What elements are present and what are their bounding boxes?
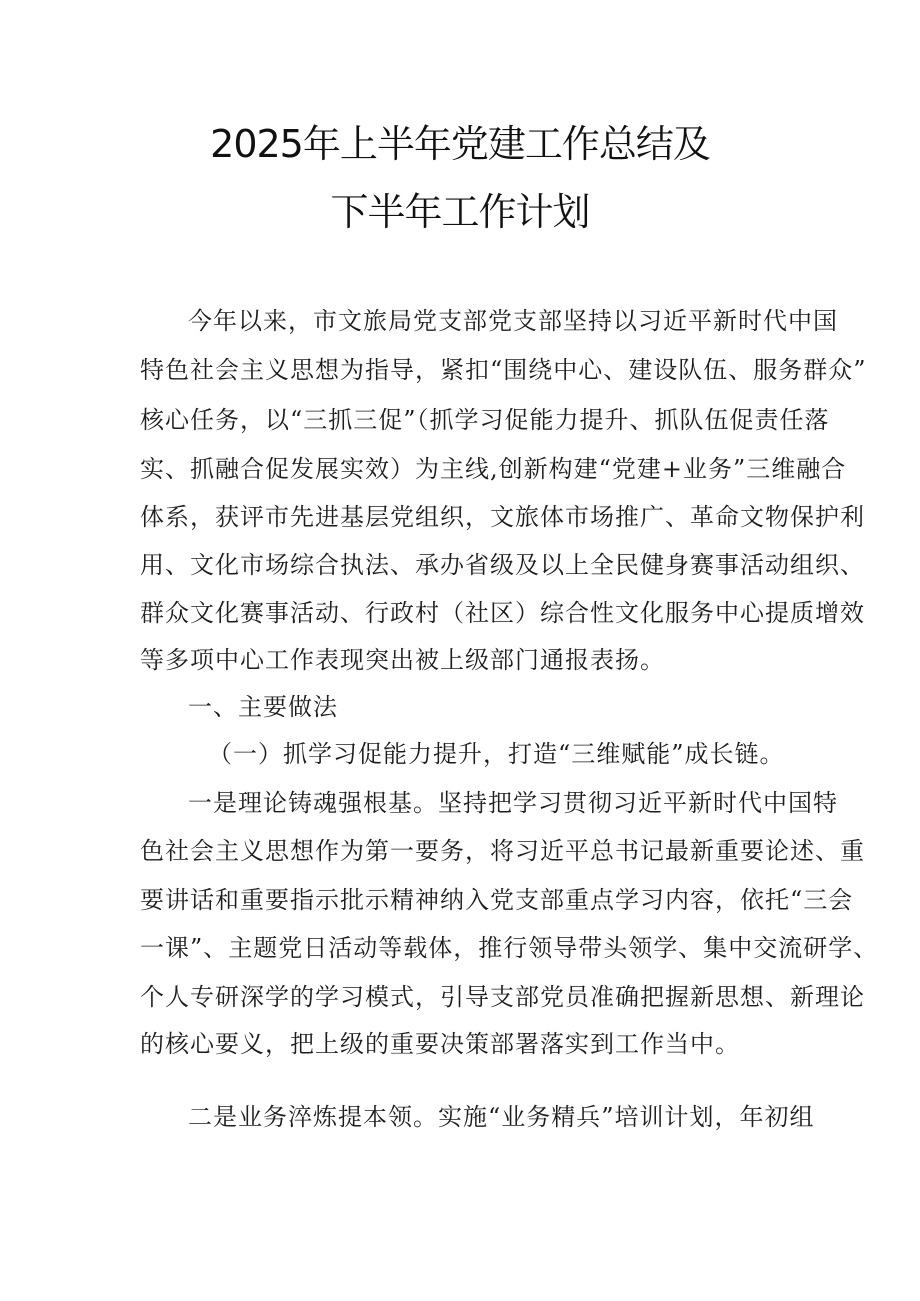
paragraph-one-line: 要讲话和重要指示批示精神纳入党支部重点学习内容，依托“三会: [140, 886, 854, 914]
section-heading: 一、主要做法: [188, 693, 338, 721]
intro-line: 等多项中心工作表现突出被上级部门通报表扬。: [140, 646, 665, 674]
paragraph-two-line: 二是业务淬炼提本领。实施“业务精兵”培训计划，年初组: [188, 1103, 815, 1131]
paragraph-one-line: 一课”、主题党日活动等载体，推行领导带头领学、集中交流研学、: [140, 934, 879, 962]
intro-line: 今年以来，市文旅局党支部党支部坚持以习近平新时代中国: [188, 307, 838, 335]
paragraph-one-line: 色社会主义思想作为第一要务，将习近平总书记最新重要论述、重: [140, 837, 865, 865]
intro-line: 群众文化赛事活动、行政村（社区）综合性文化服务中心提质增效: [140, 599, 865, 627]
intro-line: 用、文化市场综合执法、承办省级及以上全民健身赛事活动组织、: [140, 551, 865, 579]
intro-line: 体系，获评市先进基层党组织，文旅体市场推广、革命文物保护利: [140, 503, 865, 531]
document-title-line-2: 下半年工作计划: [330, 190, 590, 234]
intro-line: 实、抓融合促发展实效）为主线,创新构建“党建+业务”三维融合: [140, 455, 847, 483]
intro-line: 特色社会主义思想为指导，紧扣“围绕中心、建设队伍、服务群众”: [140, 356, 867, 384]
paragraph-one-line: 一是理论铸魂强根基。坚持把学习贯彻习近平新时代中国特: [188, 789, 838, 817]
document-title-line-1: 2025年上半年党建工作总结及: [210, 122, 710, 166]
paragraph-one-line: 的核心要义，把上级的重要决策部署落实到工作当中。: [140, 1030, 740, 1058]
subsection-heading: （一）抓学习促能力提升，打造“三维赋能”成长链。: [208, 740, 785, 768]
intro-line: 核心任务，以“三抓三促”（抓学习促能力提升、抓队伍促责任落: [140, 406, 830, 434]
paragraph-one-line: 个人专研深学的学习模式，引导支部党员准确把握新思想、新理论: [140, 983, 865, 1011]
